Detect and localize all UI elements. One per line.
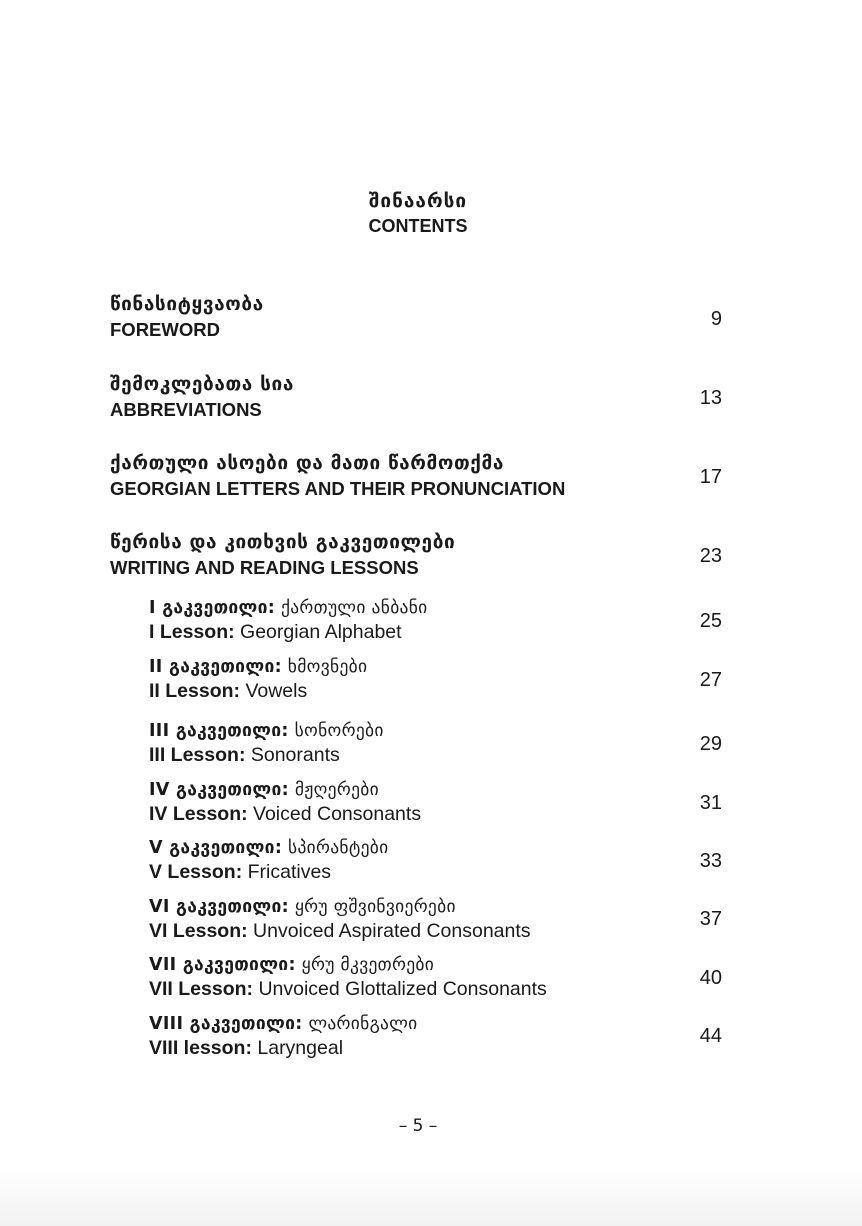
toc-entry-lesson-2[interactable] — [149, 656, 367, 703]
toc-entry-writing-reading-lessons[interactable] — [110, 530, 455, 580]
lesson-topic-georgian: ლარინგალი — [308, 1014, 418, 1034]
lesson-topic-english: Voiced Consonants — [253, 803, 422, 825]
toc-entry-lesson-7[interactable] — [149, 954, 547, 1001]
contents-title-georgian: შინაარსი — [368, 190, 468, 212]
entry-title-georgian: ქართული ასოები და მათი წარმოთქმა — [110, 452, 505, 474]
lesson-topic-georgian: ქართული ანბანი — [280, 598, 428, 618]
lesson-label-english: II Lesson: — [149, 680, 241, 702]
lesson-label-georgian: II გაკვეთილი: — [149, 657, 282, 677]
lesson-topic-georgian: ხმოვნები — [287, 657, 368, 677]
lesson-label-english: III Lesson: — [149, 744, 246, 766]
page-number: 40 — [699, 967, 722, 989]
page-number: 37 — [699, 908, 722, 930]
toc-entry-lesson-3[interactable] — [149, 720, 384, 767]
lesson-topic-english: Unvoiced Aspirated Consonants — [253, 920, 531, 942]
lesson-label-georgian: IV გაკვეთილი: — [149, 780, 289, 800]
lesson-label-english: V Lesson: — [149, 861, 243, 883]
lesson-label-english: VI Lesson: — [149, 920, 248, 942]
toc-entry-lesson-6[interactable] — [149, 896, 531, 943]
page-bottom-shadow — [0, 1166, 862, 1226]
toc-entry-lesson-8[interactable] — [149, 1013, 418, 1060]
lesson-topic-georgian: ყრუ მკვეთრები — [301, 955, 435, 975]
lesson-topic-english: Laryngeal — [257, 1037, 344, 1059]
lesson-topic-english: Sonorants — [250, 744, 340, 766]
entry-title-english: ABBREVIATIONS — [110, 399, 262, 420]
lesson-label-english: IV Lesson: — [149, 803, 248, 825]
entry-title-georgian: წერისა და კითხვის გაკვეთილები — [110, 531, 456, 553]
page-number: 29 — [699, 733, 722, 755]
page-number: 31 — [699, 792, 722, 814]
lesson-label-english: I Lesson: — [149, 621, 235, 643]
entry-title-georgian: შემოკლებათა სია — [110, 373, 294, 395]
lesson-topic-georgian: სონორები — [294, 721, 384, 741]
lesson-topic-georgian: სპირანტები — [288, 838, 389, 858]
toc-entry-lesson-4[interactable] — [149, 779, 421, 826]
contents-title-english: CONTENTS — [368, 216, 468, 236]
toc-entry-foreword[interactable] — [110, 292, 264, 342]
lesson-label-georgian: I გაკვეთილი: — [149, 598, 276, 618]
lesson-topic-english: Georgian Alphabet — [240, 621, 402, 643]
entry-title-english: GEORGIAN LETTERS AND THEIR PRONUNCIATION — [110, 478, 566, 499]
page-number: 9 — [710, 308, 722, 330]
lesson-topic-english: Vowels — [245, 680, 308, 702]
page-number: 27 — [699, 669, 722, 691]
page-number: 33 — [699, 850, 722, 872]
lesson-topic-georgian: ყრუ ფშვინვიერები — [294, 897, 456, 917]
lesson-topic-georgian: მჟღერები — [294, 780, 379, 800]
lesson-topic-english: Fricatives — [247, 861, 332, 883]
lesson-label-georgian: V გაკვეთილი: — [149, 838, 283, 858]
lesson-label-english: VII Lesson: — [149, 978, 254, 1000]
lesson-label-english: VIII lesson: — [149, 1037, 252, 1059]
toc-entry-lesson-1[interactable] — [149, 597, 428, 644]
toc-entry-georgian-letters[interactable] — [110, 451, 565, 501]
lesson-label-georgian: VII გაკვეთილი: — [149, 955, 296, 975]
page-number: 17 — [699, 466, 722, 488]
lesson-topic-english: Unvoiced Glottalized Consonants — [258, 978, 547, 1000]
page-number: 23 — [699, 545, 722, 567]
page-number: 13 — [699, 387, 722, 409]
toc-entry-lesson-5[interactable] — [149, 837, 389, 884]
entry-title-english: WRITING AND READING LESSONS — [110, 557, 419, 578]
page-number: 25 — [699, 610, 722, 632]
entry-title-english: FOREWORD — [110, 319, 220, 340]
toc-entry-abbreviations[interactable] — [110, 372, 294, 422]
lesson-label-georgian: III გაკვეთილი: — [149, 721, 289, 741]
page-number: 44 — [699, 1025, 722, 1047]
folio-page-number: – 5 – — [398, 1116, 438, 1136]
lesson-label-georgian: VI გაკვეთილი: — [149, 897, 289, 917]
lesson-label-georgian: VIII გაკვეთილი: — [149, 1014, 303, 1034]
entry-title-georgian: წინასიტყვაობა — [110, 293, 264, 315]
